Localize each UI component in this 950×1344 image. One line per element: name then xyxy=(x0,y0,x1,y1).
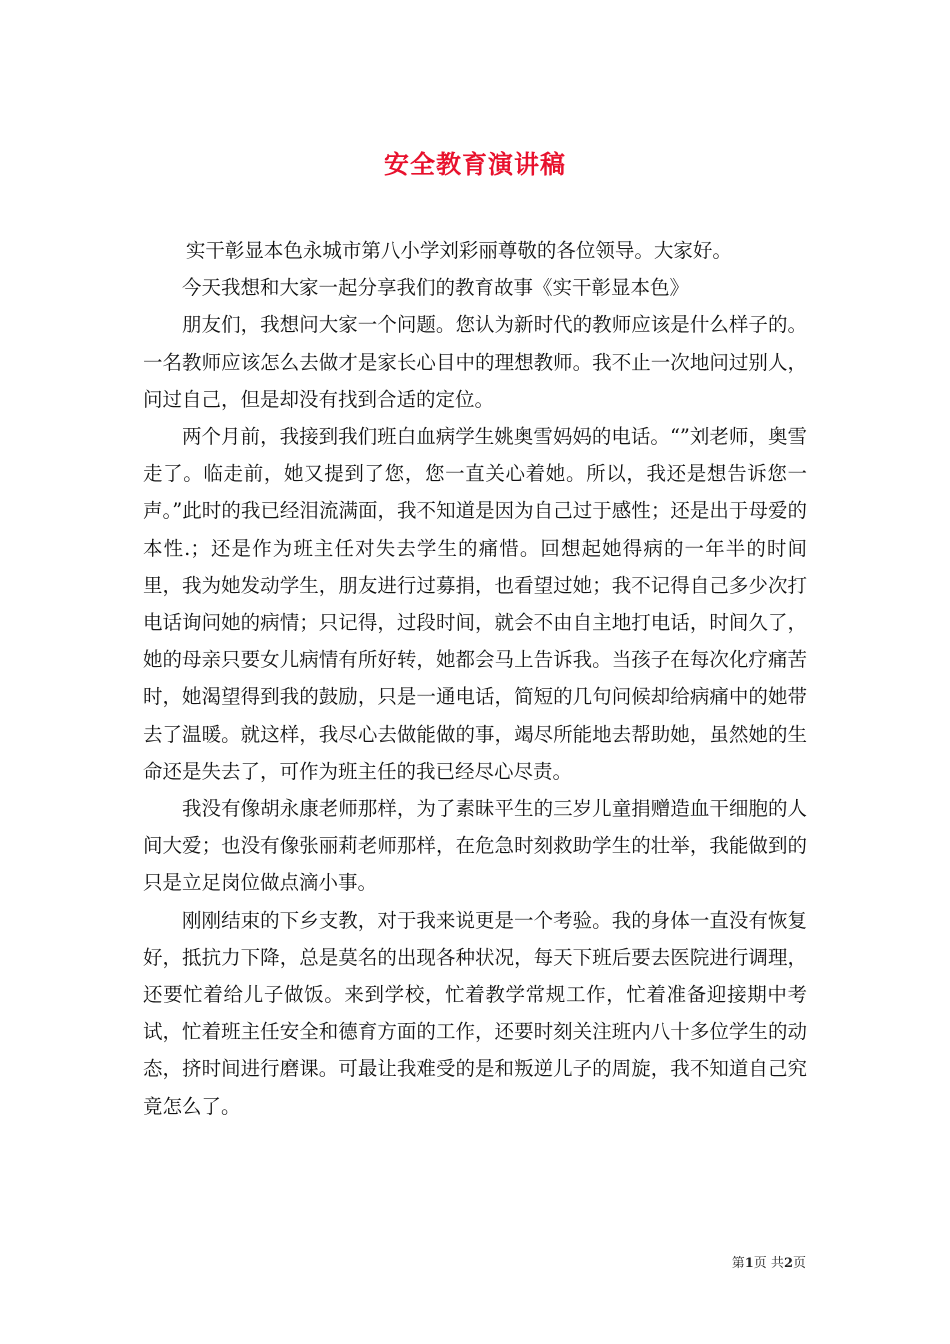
page-number-suffix: 页 xyxy=(792,1256,806,1271)
page-number xyxy=(732,1252,806,1271)
current-page: 1 xyxy=(744,1256,754,1271)
total-pages: 2 xyxy=(783,1256,793,1271)
paragraph-1: 实干彰显本色永城市第八小学刘彩丽尊敬的各位领导。大家好。 xyxy=(185,239,732,262)
document-title: 安全教育演讲稿 xyxy=(383,149,566,179)
paragraph-6: 刚刚结束的下乡支教，对于我来说更是一个考验。我的身体一直没有恢复好，抵抗力下降，总是莫名的出现各种状况，每天下班后要去医院进行调理，还要忙着给儿子做饭。来到学校，忙着教学常规工作，忙着准备迎接期中考试，忙着班主任安全和德育方面的工作，还要时刻关注班内八十多位学生的动态，挤时间进行磨课。可最让我难受的是和叛逆儿子的周旋，我不知道自己究竟怎么了。 xyxy=(143,908,807,1118)
paragraph-5: 我没有像胡永康老师那样，为了素昧平生的三岁儿童捐赠造血干细胞的人间大爱；也没有像张丽莉老师那样，在危急时刻救助学生的壮举，我能做到的只是立足岗位做点滴小事。 xyxy=(143,797,807,895)
page-number-prefix: 第 xyxy=(731,1256,745,1271)
document-body xyxy=(143,232,807,1125)
paragraph-3: 朋友们，我想问大家一个问题。您认为新时代的教师应该是什么样子的。一名教师应该怎么去做才是家长心目中的理想教师。我不止一次地问过别人，问过自己，但是却没有找到合适的定位。 xyxy=(143,313,807,411)
paragraph-2: 今天我想和大家一起分享我们的教育故事《实干彰显本色》 xyxy=(182,276,690,300)
paragraph-4: 两个月前，我接到我们班白血病学生姚奥雪妈妈的电话。“”刘老师，奥雪走了。临走前，她又提到了您，您一直关心着她。所以，我还是想告诉您一声。”此时的我已经泪流满面，我不知道是因为自己过于感性；还是出于母爱的本性.；还是作为班主任对失去学生的痛惜。回想起她得病的一年半的时间里，我为她发动学生，朋友进行过募捐，也看望过她；我不记得自己多少次打电话询问她的病情；只记得，过段时间，就会不由自主地打电话，时间久了，她的母亲只要女儿病情有所好转，她都会马上告诉我。当孩子在每次化疗痛苦时，她渴望得到我的鼓励，只是一通电话，简短的几句问候却给病痛中的她带去了温暖。就这样，我尽心去做能做的事，竭尽所能地去帮助她，虽然她的生命还是失去了，可作为班主任的我已经尽心尽责。 xyxy=(143,425,807,783)
page-number-middle: 页 共 xyxy=(753,1256,784,1271)
